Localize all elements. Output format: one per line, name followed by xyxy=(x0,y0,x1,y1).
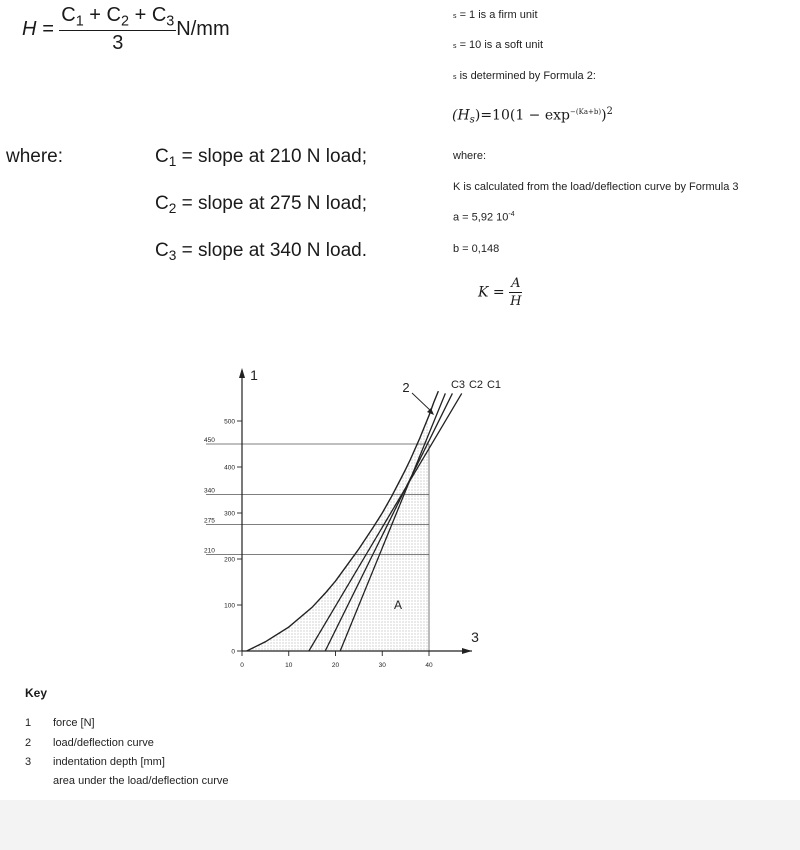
shaded-area xyxy=(247,415,429,651)
tangent-label-C3: C3 xyxy=(450,379,466,391)
formula-h-denominator: 3 xyxy=(112,32,124,55)
y-tick-label-500: 500 xyxy=(224,418,235,426)
x-axis-arrow xyxy=(462,648,472,654)
y-tick-label-200: 200 xyxy=(224,556,235,564)
key-item-2: 2 load/deflection curve xyxy=(25,737,154,749)
x-axis-label: 3 xyxy=(471,629,479,645)
ref-label-275: 275 xyxy=(204,517,215,525)
b-value-text: b = 0,148 xyxy=(453,243,500,255)
formula-h-lhs: H = xyxy=(22,17,54,40)
key-item-1: 1 force [N] xyxy=(25,717,95,729)
formula-3-denominator: H xyxy=(510,294,522,309)
x-tick-label-40: 40 xyxy=(425,662,433,669)
formula-2: $(H_s)=10(1 - \exp^{-(Ka+b)})^2$ xyxy=(452,106,613,126)
a-value-text: a = 5,92 $10^{-4}$ xyxy=(453,211,515,224)
footer-bar xyxy=(0,800,800,850)
key-item-3: 3 indentation depth [mm] xyxy=(25,756,165,768)
where-label-left: where: xyxy=(6,146,64,167)
formula-3: K = $\frac{A}{H}$ xyxy=(478,276,522,309)
ref-label-450: 450 xyxy=(204,437,215,444)
y-tick-label-400: 400 xyxy=(224,464,235,472)
formula-h-numerator: $C_1 + C_2 + C_3$ xyxy=(61,4,175,30)
ref-label-210: 210 xyxy=(204,547,215,555)
x-tick-label-10: 10 xyxy=(285,662,293,669)
area-label: A xyxy=(393,598,403,612)
x-tick-label-0: 0 xyxy=(240,662,244,669)
y-tick-label-100: 100 xyxy=(224,602,235,610)
slope-c1: $C_1$ = slope at 210 N load; xyxy=(155,146,368,170)
key-item-4: area under the load/deflection curve xyxy=(53,775,229,787)
slope-c2: $C_2$ = slope at 275 N load; xyxy=(155,193,368,217)
formula-3-numerator: A xyxy=(511,276,521,291)
x-tick-label-20: 20 xyxy=(331,662,340,669)
y-tick-label-300: 300 xyxy=(224,510,235,518)
slope-c3: $C_3$ = slope at 340 N load. xyxy=(155,240,368,264)
determined-text: s is determined by Formula 2: xyxy=(453,70,596,82)
y-axis-arrow xyxy=(239,368,245,378)
tangent-label-C2: C2 xyxy=(468,379,484,391)
key-heading: Key xyxy=(25,686,48,700)
ref-label-340: 340 xyxy=(204,487,215,495)
y-axis-label: 1 xyxy=(250,367,258,383)
curve-label: 2 xyxy=(402,380,410,395)
tangent-label-C1: C1 xyxy=(486,379,502,391)
k-calc-text: K is calculated from the load/deflection curve by Formula 3 xyxy=(453,181,739,193)
firm-unit-text: s = 1 is a firm unit xyxy=(453,9,538,21)
formula-h-unit: N/mm xyxy=(176,17,230,40)
x-tick-label-30: 30 xyxy=(378,662,386,669)
curve-label-arrow xyxy=(427,408,434,415)
y-tick-label-0: 0 xyxy=(231,648,235,656)
curve-label-leader xyxy=(412,393,432,412)
where-label-right: where: xyxy=(453,150,487,162)
soft-unit-text: s = 10 is a soft unit xyxy=(453,39,544,51)
